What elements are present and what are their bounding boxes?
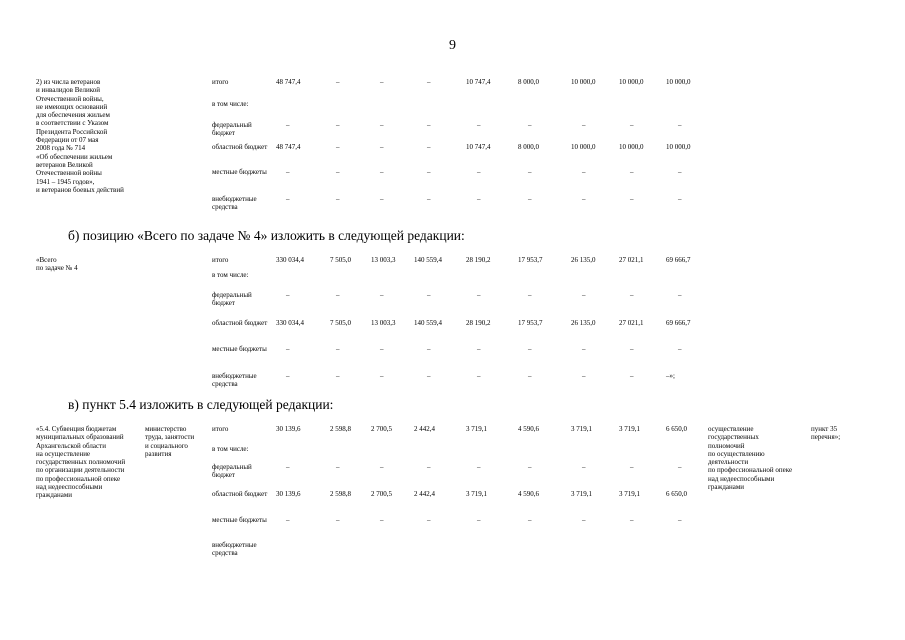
section3-executor: министерство труда, занятости и социального развития [145,425,195,458]
table-cell: – [336,291,340,299]
table-cell: – [477,516,481,524]
table-cell: – [336,372,340,380]
table-cell: 3 719,1 [619,490,640,498]
row-label: областной бюджет [212,319,268,327]
table-cell: 330 034,4 [276,319,304,327]
table-cell: 8 000,0 [518,78,539,86]
table-cell: – [427,291,431,299]
table-cell: 10 747,4 [466,143,491,151]
table-cell: – [427,463,431,471]
table-cell: 10 000,0 [619,143,644,151]
table-cell: 28 190,2 [466,319,491,327]
table-cell: – [582,345,586,353]
table-cell: 330 034,4 [276,256,304,264]
table-cell: 2 700,5 [371,425,392,433]
row-label: федеральный бюджет [212,291,252,308]
row-label: областной бюджет [212,143,268,151]
section2-description: «Всего по задаче № 4 [36,256,78,273]
table-cell: 2 598,8 [330,490,351,498]
table-cell: 3 719,1 [571,425,592,433]
table-cell: – [427,78,431,86]
table-cell: – [380,168,384,176]
table-cell: – [380,143,384,151]
table-cell: – [678,121,682,129]
table-cell: 2 598,8 [330,425,351,433]
table-cell: – [582,195,586,203]
table-cell: – [528,345,532,353]
table-cell: – [286,168,290,176]
table-cell: – [582,463,586,471]
table-cell: – [528,291,532,299]
table-cell: – [380,195,384,203]
row-label: итого [212,425,229,433]
table-cell: – [380,121,384,129]
table-cell: – [630,291,634,299]
row-label: федеральный бюджет [212,121,252,138]
table-cell: 48 747,4 [276,143,301,151]
row-label: федеральный бюджет [212,463,252,480]
table-cell: 10 747,4 [466,78,491,86]
row-label: внебюджетные средства [212,195,257,212]
table-cell: – [336,516,340,524]
table-cell: – [427,345,431,353]
row-label: итого [212,256,229,264]
table-cell: – [286,372,290,380]
section3-result: осуществление государственных полномочий по осуществлению деятельности по профессиональной опеке над недееспособными гражданами [708,425,793,492]
table-cell: – [380,463,384,471]
row-label: внебюджетные средства [212,372,257,389]
row-label: итого [212,78,229,86]
table-cell: – [528,463,532,471]
table-cell: 69 666,7 [666,256,691,264]
section1-description: 2) из числа ветеранов и инвалидов Великой Отечественной войны, не имеющих оснований для обеспечения жильем в соответствии с Указом Президента Российской Федерации от 07 мая 2008 года № 714 «Об обеспечении жильем ветеранов Великой Отечественной войны 1941 – 1945 годов», и ветеранов боевых действий [36,78,124,194]
table-cell: – [477,168,481,176]
table-cell: – [286,345,290,353]
table-cell: – [528,195,532,203]
table-cell: – [286,463,290,471]
table-cell: 17 953,7 [518,256,543,264]
table-cell: – [336,168,340,176]
table-cell: – [477,291,481,299]
table-cell: 3 719,1 [571,490,592,498]
table-cell: 2 442,4 [414,490,435,498]
table-cell: 3 719,1 [466,490,487,498]
table-cell: 140 559,4 [414,319,442,327]
table-cell: – [528,121,532,129]
table-cell: 27 021,1 [619,319,644,327]
table-cell: – [678,463,682,471]
table-cell: – [427,168,431,176]
section3-description: «5.4. Субвенция бюджетам муниципальных образований Архангельской области на осуществление государственных полномочий по организации деятельности по профессиональной опеке над недееспособными гражданами [36,425,126,500]
table-cell: 48 747,4 [276,78,301,86]
table-cell: 10 000,0 [571,143,596,151]
table-cell: – [336,78,340,86]
table-cell: – [286,291,290,299]
table-cell: 26 135,0 [571,256,596,264]
row-label: внебюджетные средства [212,541,257,558]
table-cell: – [380,372,384,380]
table-cell: – [630,516,634,524]
table-cell: 30 139,6 [276,425,301,433]
table-cell: 13 003,3 [371,256,396,264]
table-cell: – [477,121,481,129]
table-cell: – [528,516,532,524]
table-cell: – [678,345,682,353]
row-label: местные бюджеты [212,516,267,524]
table-cell: – [678,291,682,299]
table-cell: 7 505,0 [330,256,351,264]
table-cell: – [427,195,431,203]
table-cell: – [477,463,481,471]
table-cell: 69 666,7 [666,319,691,327]
table-cell: 7 505,0 [330,319,351,327]
row-label: в том числе: [212,271,249,279]
table-cell: 140 559,4 [414,256,442,264]
table-cell: – [582,516,586,524]
table-cell: 3 719,1 [619,425,640,433]
table-cell: – [427,516,431,524]
row-label: в том числе: [212,100,249,108]
table-cell: – [678,168,682,176]
section3-link: пункт 35 перечня»; [811,425,841,442]
table-cell: 2 700,5 [371,490,392,498]
table-cell: – [630,463,634,471]
table-cell: –»; [666,372,675,380]
table-cell: – [477,345,481,353]
table-cell: 10 000,0 [666,78,691,86]
row-label: областной бюджет [212,490,268,498]
page-number: 9 [449,38,456,53]
row-label: местные бюджеты [212,345,267,353]
row-label: в том числе: [212,445,249,453]
table-cell: 28 190,2 [466,256,491,264]
table-cell: 26 135,0 [571,319,596,327]
table-cell: 13 003,3 [371,319,396,327]
table-cell: 10 000,0 [619,78,644,86]
table-cell: – [286,516,290,524]
table-cell: – [380,516,384,524]
table-cell: – [336,463,340,471]
table-cell: 10 000,0 [571,78,596,86]
heading-c: в) пункт 5.4 изложить в следующей редакции: [68,397,334,412]
table-cell: – [336,345,340,353]
table-cell: – [528,168,532,176]
table-cell: – [427,121,431,129]
table-cell: – [678,516,682,524]
row-label: местные бюджеты [212,168,267,176]
table-cell: – [286,121,290,129]
table-cell: – [630,372,634,380]
table-cell: – [630,345,634,353]
table-cell: – [630,168,634,176]
table-cell: 27 021,1 [619,256,644,264]
table-cell: – [336,121,340,129]
table-cell: – [286,195,290,203]
table-cell: 8 000,0 [518,143,539,151]
table-cell: – [477,372,481,380]
table-cell: 2 442,4 [414,425,435,433]
table-cell: 4 590,6 [518,490,539,498]
table-cell: – [427,372,431,380]
table-cell: – [427,143,431,151]
table-cell: – [678,195,682,203]
table-cell: – [380,345,384,353]
table-cell: – [582,121,586,129]
table-cell: 17 953,7 [518,319,543,327]
table-cell: – [582,372,586,380]
table-cell: – [336,143,340,151]
table-cell: 10 000,0 [666,143,691,151]
table-cell: – [582,168,586,176]
table-cell: – [630,121,634,129]
table-cell: – [528,372,532,380]
heading-b: б) позицию «Всего по задаче № 4» изложить в следующей редакции: [68,228,465,243]
table-cell: – [336,195,340,203]
table-cell: 6 650,0 [666,490,687,498]
table-cell: – [630,195,634,203]
table-cell: 6 650,0 [666,425,687,433]
table-cell: – [380,291,384,299]
table-cell: 30 139,6 [276,490,301,498]
table-cell: 3 719,1 [466,425,487,433]
table-cell: – [582,291,586,299]
table-cell: – [477,195,481,203]
table-cell: – [380,78,384,86]
table-cell: 4 590,6 [518,425,539,433]
